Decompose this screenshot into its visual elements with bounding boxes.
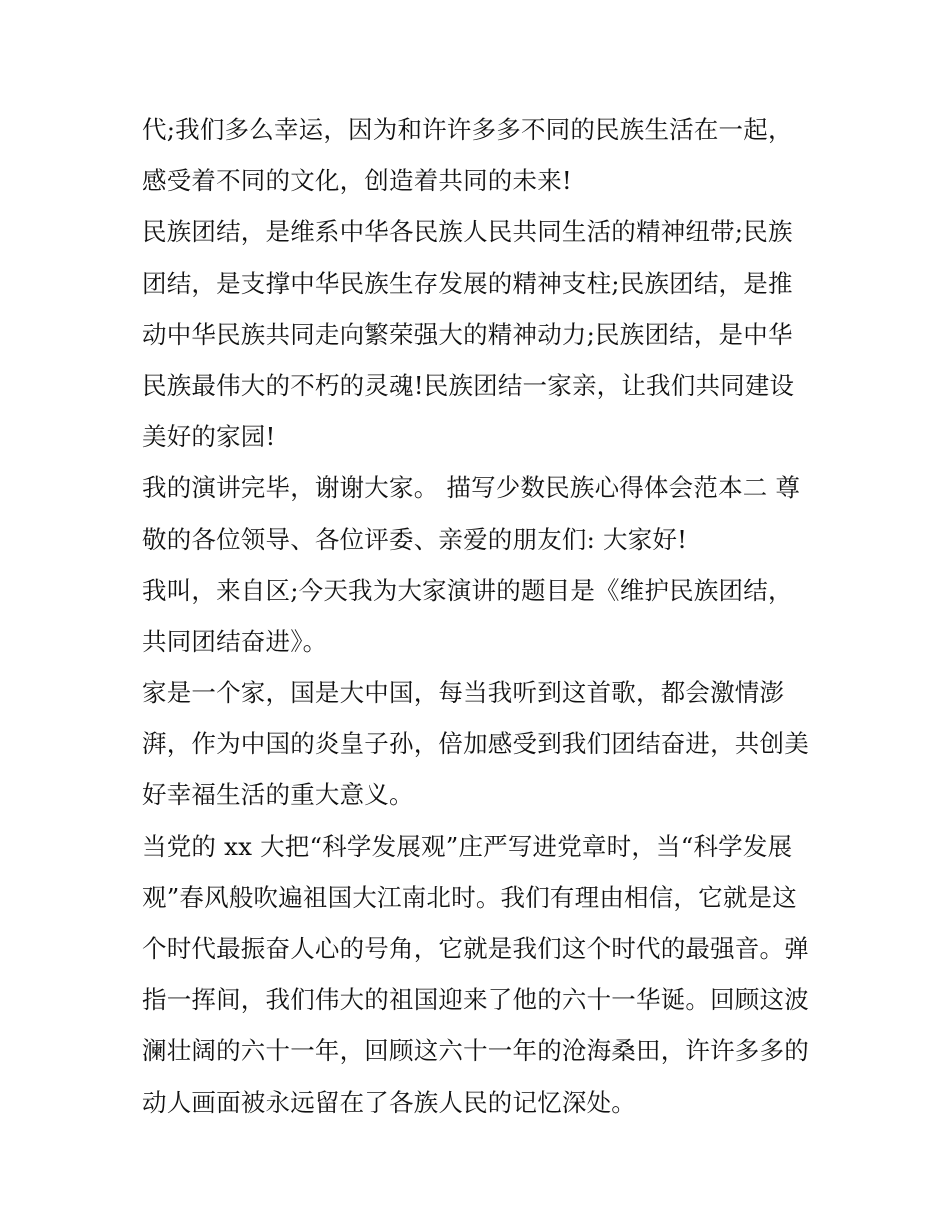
text-line: 家是一个家，国是大中国，每当我听到这首歌，都会激情澎 bbox=[142, 678, 785, 708]
text-line: 观”春风般吹遍祖国大江南北时。我们有理由相信，它就是这 bbox=[142, 882, 797, 912]
text-line: 共同团结奋进》。 bbox=[142, 626, 328, 656]
text-line: 我叫，来自区;今天我为大家演讲的题目是《维护民族团结， bbox=[142, 575, 793, 605]
text-line: 当党的 xx 大把“科学发展观”庄严写进党章时，当“科学发展 bbox=[142, 831, 793, 861]
text-line: 感受着不同的文化，创造着共同的未来! bbox=[142, 166, 572, 196]
text-line: 澜壮阔的六十一年，回顾这六十一年的沧海桑田，许许多多的 bbox=[142, 1036, 809, 1066]
text-line: 个时代最振奋人心的号角，它就是我们这个时代的最强音。弹 bbox=[142, 934, 809, 963]
text-line: 动人画面被永远留在了各族人民的记忆深处。 bbox=[142, 1087, 636, 1117]
text-line: 民族团结，是维系中华各民族人民共同生活的精神纽带;民族 bbox=[142, 217, 793, 247]
text-line: 好幸福生活的重大意义。 bbox=[142, 780, 414, 810]
text-line: 团结，是支撑中华民族生存发展的精神支柱;民族团结，是推 bbox=[142, 268, 793, 298]
text-line: 指一挥间，我们伟大的祖国迎来了他的六十一华诞。回顾这波 bbox=[142, 985, 809, 1015]
document-text bbox=[142, 104, 822, 1128]
text-line: 我的演讲完毕，谢谢大家。 描写少数民族心得体会范本二 尊 bbox=[142, 473, 801, 503]
text-line: 动中华民族共同走向繁荣强大的精神动力;民族团结，是中华 bbox=[142, 319, 793, 349]
text-line: 湃，作为中国的炎皇子孙，倍加感受到我们团结奋进，共创美 bbox=[142, 729, 809, 759]
text-line: 民族最伟大的不朽的灵魂!民族团结一家亲，让我们共同建设 bbox=[142, 370, 795, 400]
text-line: 代;我们多么幸运，因为和许许多多不同的民族生活在一起， bbox=[142, 115, 793, 144]
text-line: 美好的家园! bbox=[142, 422, 276, 452]
text-line: 敬的各位领导、各位评委、亲爱的朋友们: 大家好! bbox=[142, 524, 688, 554]
